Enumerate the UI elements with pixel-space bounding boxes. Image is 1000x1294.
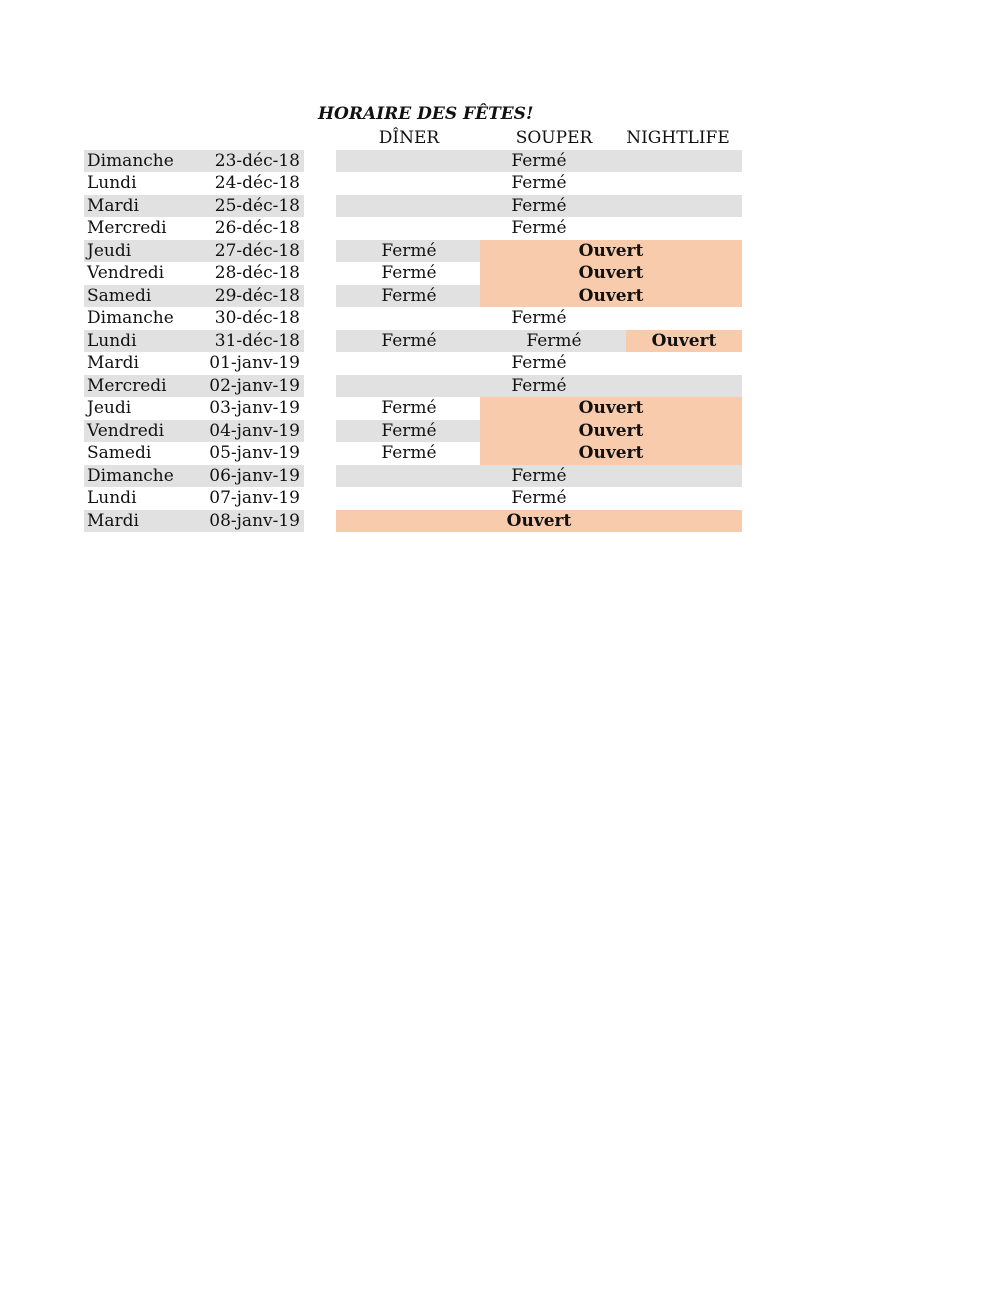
- status-diner: Fermé: [381, 263, 437, 283]
- status-diner: Fermé: [336, 420, 482, 443]
- column-header-nightlife: NIGHTLIFE: [626, 128, 730, 148]
- table-row: [0, 487, 1000, 510]
- day-name: Lundi: [87, 173, 137, 193]
- table-row: [0, 285, 1000, 308]
- status-souper-nightlife: Ouvert: [480, 240, 742, 263]
- date-value: 31-déc-18: [214, 330, 300, 351]
- day-name: Dimanche: [87, 465, 174, 486]
- status-souper-nightlife: Ouvert: [480, 397, 742, 420]
- date-value: 03-janv-19: [209, 398, 300, 418]
- column-header-souper: SOUPER: [515, 128, 593, 148]
- day-name: Mercredi: [87, 218, 167, 238]
- date-value: 25-déc-18: [214, 195, 300, 216]
- status-diner: Fermé: [381, 443, 437, 463]
- table-row: [0, 352, 1000, 375]
- day-name: Vendredi: [87, 263, 165, 283]
- table-row: [0, 172, 1000, 195]
- status-all-day: Fermé: [336, 195, 742, 218]
- status-all-day: Fermé: [511, 218, 567, 238]
- status-all-day: Fermé: [511, 488, 567, 508]
- day-name: Lundi: [87, 488, 137, 508]
- status-all-day: Fermé: [336, 375, 742, 398]
- date-value: 23-déc-18: [214, 150, 300, 171]
- table-row: [0, 262, 1000, 285]
- day-name: Mardi: [87, 510, 139, 531]
- status-all-day: Fermé: [511, 308, 567, 328]
- status-all-day: Fermé: [336, 150, 742, 173]
- date-value: 07-janv-19: [209, 488, 300, 508]
- date-value: 28-déc-18: [214, 263, 300, 283]
- table-row: [0, 375, 1000, 398]
- table-row: [0, 307, 1000, 330]
- status-souper: Fermé: [482, 330, 626, 353]
- status-diner: Fermé: [336, 285, 482, 308]
- page-title: HORAIRE DES FÊTES!: [318, 104, 534, 124]
- date-value: 27-déc-18: [214, 240, 300, 261]
- day-name: Dimanche: [87, 150, 174, 171]
- day-name: Mercredi: [87, 375, 167, 396]
- table-row: [0, 442, 1000, 465]
- date-value: 04-janv-19: [209, 420, 300, 441]
- status-diner: Fermé: [336, 330, 482, 353]
- day-name: Jeudi: [87, 398, 132, 418]
- status-all-day: Fermé: [511, 173, 567, 193]
- table-row: [0, 510, 1000, 533]
- date-value: 26-déc-18: [214, 218, 300, 238]
- day-name: Samedi: [87, 285, 152, 306]
- status-nightlife: Ouvert: [626, 330, 742, 353]
- date-value: 08-janv-19: [209, 510, 300, 531]
- table-row: [0, 195, 1000, 218]
- date-value: 01-janv-19: [209, 353, 300, 373]
- table-row: [0, 240, 1000, 263]
- day-name: Dimanche: [87, 308, 174, 328]
- date-value: 05-janv-19: [209, 443, 300, 463]
- status-diner: Fermé: [381, 398, 437, 418]
- status-souper-nightlife: Ouvert: [480, 442, 742, 465]
- column-header-diner: DÎNER: [378, 128, 440, 148]
- date-value: 29-déc-18: [214, 285, 300, 306]
- day-name: Mardi: [87, 195, 139, 216]
- table-row: [0, 397, 1000, 420]
- date-value: 24-déc-18: [214, 173, 300, 193]
- status-souper-nightlife: Ouvert: [480, 262, 742, 285]
- day-name: Vendredi: [87, 420, 165, 441]
- status-diner: Fermé: [336, 240, 482, 263]
- table-row: [0, 420, 1000, 443]
- status-souper-nightlife: Ouvert: [480, 285, 742, 308]
- date-value: 02-janv-19: [209, 375, 300, 396]
- table-row: [0, 150, 1000, 173]
- status-all-day: Fermé: [511, 353, 567, 373]
- day-name: Samedi: [87, 443, 152, 463]
- day-name: Mardi: [87, 353, 139, 373]
- table-row: [0, 465, 1000, 488]
- day-name: Jeudi: [87, 240, 132, 261]
- date-value: 30-déc-18: [214, 308, 300, 328]
- table-row: [0, 217, 1000, 240]
- status-souper-nightlife: Ouvert: [480, 420, 742, 443]
- table-row: [0, 330, 1000, 353]
- date-value: 06-janv-19: [209, 465, 300, 486]
- status-all-day: Ouvert: [336, 510, 742, 533]
- day-name: Lundi: [87, 330, 137, 351]
- status-all-day: Fermé: [336, 465, 742, 488]
